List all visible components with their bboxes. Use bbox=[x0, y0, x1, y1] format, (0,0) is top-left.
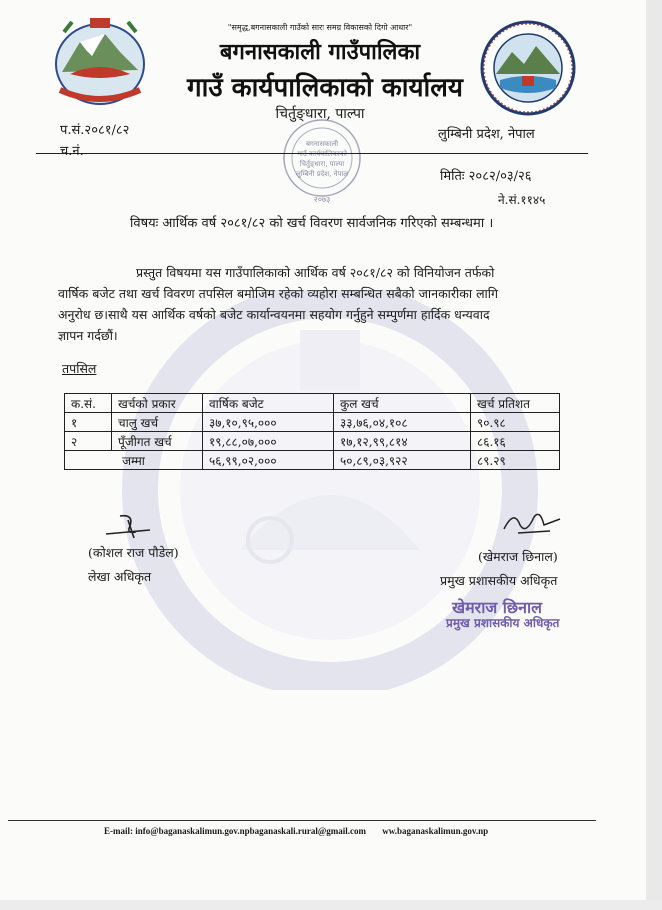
header-type: खर्चको प्रकार bbox=[112, 394, 203, 413]
cell-sn: २ bbox=[65, 432, 112, 451]
table-row bbox=[65, 432, 560, 451]
right-signature bbox=[500, 505, 564, 539]
footer-divider bbox=[8, 820, 596, 821]
left-signature bbox=[100, 512, 160, 542]
footer-email: E-mail: info@baganaskalimun.gov.npbaganaskali.rural@gmail.com bbox=[104, 826, 367, 836]
cell-budget: १९,८८,०७,००० bbox=[203, 432, 334, 451]
table-total-row bbox=[65, 451, 560, 470]
accounts-officer-name: (कोशल राज पौडेल) bbox=[88, 545, 179, 560]
cao-post-stamp: प्रमुख प्रशासकीय अधिकृत bbox=[446, 616, 560, 630]
details-heading: तपसिल bbox=[62, 361, 97, 376]
cao-name: (खेमराज छिनाल) bbox=[478, 549, 558, 564]
reference-number: प.सं.२०८१/८२ bbox=[60, 123, 130, 138]
cell-percent: ८६.१६ bbox=[471, 432, 560, 451]
total-percent: ८९.२९ bbox=[471, 451, 560, 470]
cao-post: प्रमुख प्रशासकीय अधिकृत bbox=[440, 573, 558, 588]
nepal-emblem-logo bbox=[50, 12, 150, 110]
scan-edge-bottom bbox=[0, 900, 662, 910]
nepal-sambat-date: ने.सं.११४५ bbox=[498, 193, 546, 207]
letter-body bbox=[58, 262, 558, 283]
table-row bbox=[65, 413, 560, 432]
scan-edge bbox=[646, 0, 662, 910]
cell-type: पूँजीगत खर्च bbox=[112, 432, 203, 451]
cell-expense: १७,१२,९९,८१४ bbox=[334, 432, 471, 451]
letter-subject: विषयः आर्थिक वर्ष २०८१/८२ को खर्च विवरण सार्वजनिक गरिएको सम्बन्धमा । bbox=[130, 216, 494, 231]
footer-contact bbox=[104, 826, 488, 836]
stamp-line-3: चिर्तुङ्धारा, पाल्पा bbox=[299, 160, 345, 168]
header-sn: क.सं. bbox=[65, 394, 112, 413]
body-line-1: प्रस्तुत विषयमा यस गाउँपालिकाको आर्थिक वर्ष २०८१/८२ को विनियोजन तर्फको bbox=[136, 265, 495, 280]
body-line-4: ज्ञापन गर्दछौं। bbox=[58, 328, 118, 343]
cell-percent: ९०.९८ bbox=[471, 413, 560, 432]
table-header-row bbox=[65, 394, 560, 413]
letter-body-cont bbox=[58, 283, 558, 346]
province-address: लुम्बिनी प्रदेश, नेपाल bbox=[438, 127, 535, 142]
cell-type: चालु खर्च bbox=[112, 413, 203, 432]
dispatch-number: च.नं. bbox=[60, 144, 84, 159]
cao-name-stamp: खेमराज छिनाल bbox=[452, 598, 543, 617]
body-line-2: वार्षिक बजेट तथा खर्च विवरण तपसिल बमोजिम रहेको व्यहोरा सम्बन्धित सबैको जानकारीका लागि bbox=[58, 286, 499, 301]
stamp-year: २०७३ bbox=[313, 195, 331, 204]
stamp-line-1: बगनासकाली bbox=[305, 140, 339, 148]
stamp-line-4: लुम्बिनी प्रदेश, नेपाल bbox=[295, 170, 349, 178]
total-label: जम्मा bbox=[65, 451, 203, 470]
accounts-officer-post: लेखा अधिकृत bbox=[88, 569, 152, 584]
office-seal-stamp bbox=[272, 116, 372, 206]
letter-date: मितिः २०८२/०३/२६ bbox=[440, 169, 532, 184]
cell-sn: १ bbox=[65, 413, 112, 432]
expense-table bbox=[64, 393, 560, 470]
municipality-name: बगनासकाली गाउँपालिका bbox=[219, 39, 421, 65]
office-title: गाउँ कार्यपालिकाको कार्यालय bbox=[187, 73, 463, 103]
header-divider bbox=[36, 153, 588, 154]
header-expense: कुल खर्च bbox=[334, 394, 471, 413]
header-budget: वार्षिक बजेट bbox=[203, 394, 334, 413]
body-line-3: अनुरोध छ।साथै यस आर्थिक वर्षको बजेट कार्यान्वयनमा सहयोग गर्नुहुने सम्पुर्णमा हार्दिक धन्यवाद bbox=[58, 307, 490, 322]
tagline: "समृद्ध,बगनासकाली गाउँको सारः समग्र विकासको दिगो आधार" bbox=[227, 23, 413, 32]
stamp-line-2: गाउँ कार्यपालिकाको bbox=[297, 150, 347, 158]
footer-website: ww.baganaskalimun.gov.np bbox=[382, 826, 489, 836]
total-budget: ५६,९९,०२,००० bbox=[203, 451, 334, 470]
office-location: चिर्तुङ्धारा, पाल्पा bbox=[275, 106, 365, 122]
municipality-logo bbox=[478, 18, 578, 116]
cell-expense: ३३,७६,०४,१०८ bbox=[334, 413, 471, 432]
cell-budget: ३७,१०,९५,००० bbox=[203, 413, 334, 432]
total-expense: ५०,८९,०३,९२२ bbox=[334, 451, 471, 470]
header-percent: खर्च प्रतिशत bbox=[471, 394, 560, 413]
